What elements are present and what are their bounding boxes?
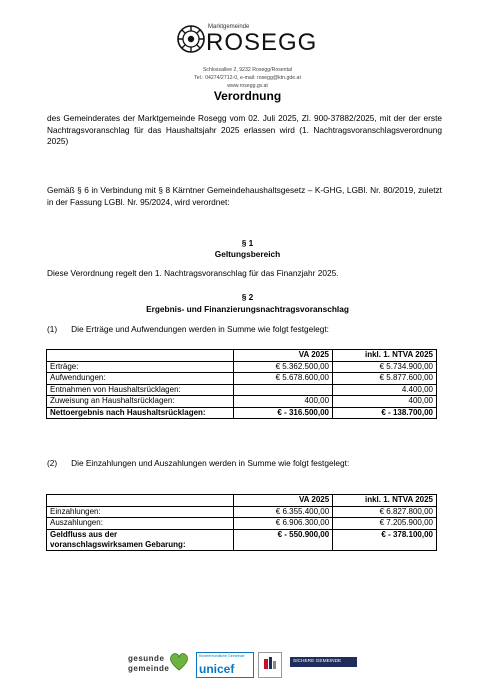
va-value: € 6.355.400,00 xyxy=(234,506,333,518)
table-row xyxy=(47,396,437,408)
municipality-logo xyxy=(176,22,326,58)
table-header-row xyxy=(47,495,437,507)
va-value: € 5.678.600,00 xyxy=(233,373,332,385)
unicef-wordmark: unicef xyxy=(199,662,235,676)
ntva-value: € 6.827.800,00 xyxy=(333,506,437,518)
table-header-cell: inkl. 1. NTVA 2025 xyxy=(333,495,437,507)
logo-wordmark: ROSEGG xyxy=(206,29,318,56)
total-ntva: € - 378.100,00 xyxy=(333,529,437,550)
section2-heading: Ergebnis- und Finanzierungsnachtragsvoranschlag xyxy=(146,304,349,314)
row-label: Zuweisung an Haushaltsrücklagen: xyxy=(47,396,234,408)
total-va: € - 316.500,00 xyxy=(233,407,332,419)
row-label: Einzahlungen: xyxy=(47,506,234,518)
ntva-value: 400,00 xyxy=(333,396,437,408)
row-label: Erträge: xyxy=(47,361,234,373)
row-label: Aufwendungen: xyxy=(47,373,234,385)
sichere-gemeinde-text: SICHERE GEMEINDE xyxy=(293,659,342,664)
clause1-number: (1) xyxy=(47,324,58,334)
clause2 xyxy=(47,458,442,470)
va-value xyxy=(233,384,332,396)
clause2-text: Die Einzahlungen und Auszahlungen werden in Summe wie folgt festgelegt: xyxy=(71,458,350,468)
unicef-logo xyxy=(196,652,254,678)
address-line: Schlossallee 2, 9232 Rosegg/Rosental xyxy=(202,67,293,73)
ntva-value: € 7.205.900,00 xyxy=(333,518,437,530)
row-label: Auszahlungen: xyxy=(47,518,234,530)
table-header-row xyxy=(47,350,437,362)
total-label xyxy=(47,529,234,550)
row-label: Entnahmen von Haushaltsrücklagen: xyxy=(47,384,234,396)
gesunde-text: gesunde xyxy=(128,654,165,663)
gesunde-gemeinde-logo xyxy=(128,652,192,676)
table-total-row xyxy=(47,407,437,419)
document-title: Verordnung xyxy=(213,89,282,103)
total-label-line1: Geldfluss aus der xyxy=(50,529,118,539)
table-row xyxy=(47,373,437,385)
table-row xyxy=(47,361,437,373)
ntva-value: € 5.734.900,00 xyxy=(333,361,437,373)
emblem-icon xyxy=(262,656,278,672)
table-header-cell: VA 2025 xyxy=(233,350,332,362)
address-block xyxy=(0,66,495,90)
contact-line: Tel.: 04274/2712-0, e-mail: rosegg@ktn.gde.at xyxy=(194,75,301,81)
total-label: Nettoergebnis nach Haushaltsrücklagen: xyxy=(47,407,234,419)
table-header-cell xyxy=(47,350,234,362)
clause1-text: Die Erträge und Aufwendungen werden in Summe wie folgt festgelegt: xyxy=(71,324,329,334)
legal-basis-paragraph: Gemäß § 6 in Verbindung mit § 8 Kärntner Gemeindehaushaltsgesetz – K-GHG, LGBl. Nr. 80/2019, zuletzt in der Fassung LGBl. Nr. 95/2024, wird verordnet: xyxy=(47,185,442,207)
ntva-value: 4.400,00 xyxy=(333,384,437,396)
total-ntva: € - 138.700,00 xyxy=(333,407,437,419)
total-label-line2: voranschlagswirksamen Gebarung: xyxy=(50,539,186,549)
rose-emblem-icon xyxy=(176,24,206,54)
unicef-caption: Kinderfreundliche Gemeinde xyxy=(199,654,245,658)
table-row xyxy=(47,506,437,518)
section2-number: § 2 xyxy=(241,292,254,302)
heart-icon xyxy=(168,652,190,672)
sichere-gemeinde-badge xyxy=(290,657,357,667)
va-value: € 6.906.300,00 xyxy=(234,518,333,530)
cashflow-table xyxy=(46,494,437,551)
clause1 xyxy=(47,324,442,336)
va-value: 400,00 xyxy=(233,396,332,408)
table-header-cell: inkl. 1. NTVA 2025 xyxy=(333,350,437,362)
table-header-cell xyxy=(47,495,234,507)
total-va: € - 550.900,00 xyxy=(234,529,333,550)
table-header-cell: VA 2025 xyxy=(234,495,333,507)
section1-text: Diese Verordnung regelt den 1. Nachtragsvoranschlag für das Finanzjahr 2025. xyxy=(47,268,339,278)
table-row xyxy=(47,384,437,396)
ntva-value: € 5.877.600,00 xyxy=(333,373,437,385)
table-row xyxy=(47,518,437,530)
website-line: www.rosegg.gv.at xyxy=(227,83,268,89)
table-total-row xyxy=(47,529,437,550)
logo-caption: Marktgemeinde xyxy=(208,24,250,30)
section1-number: § 1 xyxy=(241,238,254,248)
results-table xyxy=(46,349,437,419)
section1-heading: Geltungsbereich xyxy=(214,249,281,259)
va-value: € 5.362.500,00 xyxy=(233,361,332,373)
gemeinde-text: gemeinde xyxy=(128,664,170,673)
intro-paragraph: des Gemeinderates der Marktgemeinde Rosegg vom 02. Juli 2025, Zl. 900-37882/2025, mit der der erste Nachtragsvoranschlag für das Haushaltsjahr 2025 erlassen wird (1. Nachtragsvoranschlagsverordnung 2025) xyxy=(47,113,442,146)
child-friendly-badge xyxy=(258,652,282,678)
clause2-number: (2) xyxy=(47,458,58,468)
